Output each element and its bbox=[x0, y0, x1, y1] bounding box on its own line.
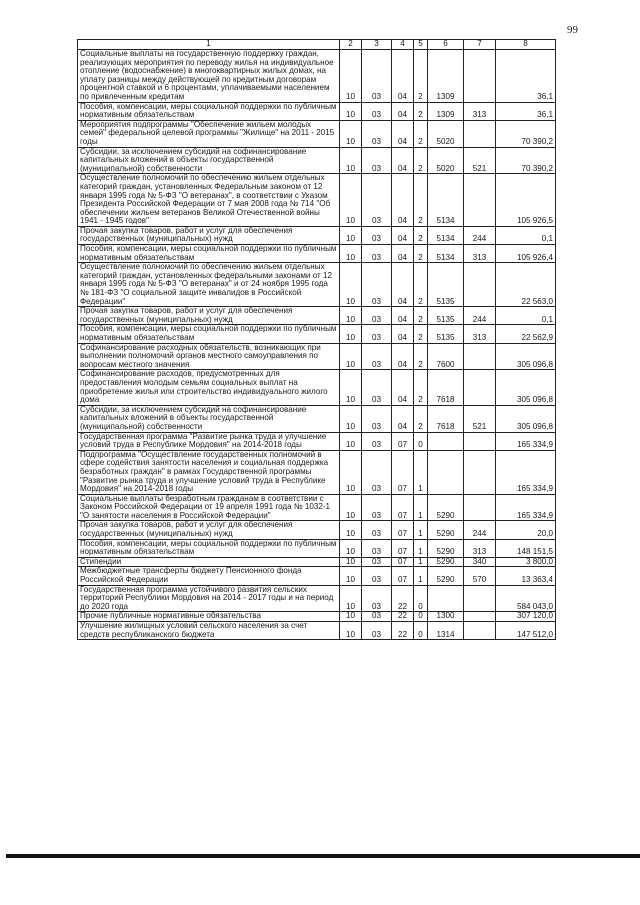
program-code: 07 bbox=[392, 432, 414, 450]
amount: 305 096,8 bbox=[496, 405, 556, 432]
section-code: 10 bbox=[340, 120, 362, 147]
amount: 20,0 bbox=[496, 521, 556, 539]
target-code: 1309 bbox=[428, 102, 464, 120]
subprogram-code: 1 bbox=[414, 521, 428, 539]
subsection-code: 03 bbox=[362, 539, 392, 557]
subprogram-code: 1 bbox=[414, 567, 428, 585]
table-row bbox=[78, 622, 556, 640]
program-code: 04 bbox=[392, 226, 414, 244]
subprogram-code: 1 bbox=[414, 557, 428, 567]
amount: 165 334,9 bbox=[496, 494, 556, 521]
expense-type-code bbox=[464, 263, 496, 307]
subsection-code: 03 bbox=[362, 325, 392, 343]
expense-type-code bbox=[464, 432, 496, 450]
program-code: 04 bbox=[392, 370, 414, 405]
expense-type-code: 521 bbox=[464, 405, 496, 432]
expense-type-code bbox=[464, 370, 496, 405]
subprogram-code: 2 bbox=[414, 370, 428, 405]
row-description: Софинансирование расходных обязательств, возникающих при выполнении полномочий органов местного самоуправления по вопросам местного значения bbox=[78, 343, 340, 370]
row-description: Государственная программа "Развитие рынка труда и улучшение условий труда в Республике Мордовия" на 2014-2018 годы bbox=[78, 432, 340, 450]
program-code: 04 bbox=[392, 307, 414, 325]
subprogram-code: 2 bbox=[414, 245, 428, 263]
subsection-code: 03 bbox=[362, 585, 392, 612]
section-code: 10 bbox=[340, 585, 362, 612]
row-description: Прочие публичные нормативные обязательства bbox=[78, 612, 340, 622]
table-row bbox=[78, 612, 556, 622]
section-code: 10 bbox=[340, 432, 362, 450]
row-description: Прочая закупка товаров, работ и услуг для обеспечения государственных (муниципальных) нужд bbox=[78, 521, 340, 539]
amount: 305 096,8 bbox=[496, 343, 556, 370]
amount: 307 120,0 bbox=[496, 612, 556, 622]
subsection-code: 03 bbox=[362, 494, 392, 521]
table-row bbox=[78, 450, 556, 494]
table-row bbox=[78, 226, 556, 244]
target-code: 7618 bbox=[428, 405, 464, 432]
subprogram-code: 2 bbox=[414, 147, 428, 174]
table-row bbox=[78, 174, 556, 227]
subsection-code: 03 bbox=[362, 50, 392, 103]
table-row bbox=[78, 370, 556, 405]
target-code: 5020 bbox=[428, 120, 464, 147]
section-code: 10 bbox=[340, 174, 362, 227]
target-code: 5020 bbox=[428, 147, 464, 174]
amount: 22 562,9 bbox=[496, 325, 556, 343]
table-body bbox=[78, 50, 556, 640]
row-description: Межбюджетные трансферты бюджету Пенсионного фонда Российской Федерации bbox=[78, 567, 340, 585]
expense-type-code bbox=[464, 174, 496, 227]
program-code: 04 bbox=[392, 343, 414, 370]
target-code: 7618 bbox=[428, 370, 464, 405]
amount: 22 563,0 bbox=[496, 263, 556, 307]
section-code: 10 bbox=[340, 539, 362, 557]
program-code: 04 bbox=[392, 325, 414, 343]
target-code: 5134 bbox=[428, 245, 464, 263]
column-header: 3 bbox=[362, 40, 392, 50]
subprogram-code: 0 bbox=[414, 432, 428, 450]
expense-type-code bbox=[464, 120, 496, 147]
subsection-code: 03 bbox=[362, 567, 392, 585]
subsection-code: 03 bbox=[362, 450, 392, 494]
expense-type-code bbox=[464, 622, 496, 640]
row-description: Пособия, компенсации, меры социальной поддержки по публичным нормативным обязательствам bbox=[78, 245, 340, 263]
column-header: 6 bbox=[428, 40, 464, 50]
subsection-code: 03 bbox=[362, 370, 392, 405]
expense-type-code: 244 bbox=[464, 521, 496, 539]
expense-type-code: 521 bbox=[464, 147, 496, 174]
budget-table bbox=[77, 39, 556, 640]
table-row bbox=[78, 405, 556, 432]
program-code: 04 bbox=[392, 174, 414, 227]
program-code: 04 bbox=[392, 147, 414, 174]
expense-type-code: 313 bbox=[464, 245, 496, 263]
amount: 36,1 bbox=[496, 50, 556, 103]
subprogram-code: 2 bbox=[414, 343, 428, 370]
bottom-rule bbox=[6, 854, 640, 858]
amount: 584 043,0 bbox=[496, 585, 556, 612]
section-code: 10 bbox=[340, 557, 362, 567]
amount: 36,1 bbox=[496, 102, 556, 120]
table-row bbox=[78, 102, 556, 120]
target-code bbox=[428, 450, 464, 494]
subsection-code: 03 bbox=[362, 147, 392, 174]
row-description: Пособия, компенсации, меры социальной поддержки по публичным нормативным обязательствам bbox=[78, 325, 340, 343]
row-description: Прочая закупка товаров, работ и услуг для обеспечения государственных (муниципальных) нужд bbox=[78, 226, 340, 244]
target-code: 7600 bbox=[428, 343, 464, 370]
expense-type-code: 313 bbox=[464, 539, 496, 557]
column-header: 1 bbox=[78, 40, 340, 50]
column-header: 2 bbox=[340, 40, 362, 50]
subprogram-code: 2 bbox=[414, 102, 428, 120]
row-description: Пособия, компенсации, меры социальной поддержки по публичным нормативным обязательствам bbox=[78, 102, 340, 120]
row-description: Подпрограмма "Осуществление государственных полномочий в сфере содействия занятости населения и социальная поддержка безработных граждан" в рамках Государственной программы "Развитие рынка труда и улучшение условий труда в Республике Мордовия" на 2014-2018 годы bbox=[78, 450, 340, 494]
target-code: 5134 bbox=[428, 174, 464, 227]
table-row bbox=[78, 557, 556, 567]
target-code: 5134 bbox=[428, 226, 464, 244]
header-row bbox=[78, 40, 556, 50]
section-code: 10 bbox=[340, 343, 362, 370]
subsection-code: 03 bbox=[362, 343, 392, 370]
subsection-code: 03 bbox=[362, 405, 392, 432]
subsection-code: 03 bbox=[362, 245, 392, 263]
section-code: 10 bbox=[340, 263, 362, 307]
column-header: 8 bbox=[496, 40, 556, 50]
target-code: 5290 bbox=[428, 494, 464, 521]
table-row bbox=[78, 263, 556, 307]
amount: 0,1 bbox=[496, 307, 556, 325]
table-row bbox=[78, 539, 556, 557]
amount: 0,1 bbox=[496, 226, 556, 244]
table-row bbox=[78, 245, 556, 263]
row-description: Софинансирование расходов, предусмотренных для предоставления молодым семьям социальных выплат на приобретение жилья или строительство индивидуального жилого дома bbox=[78, 370, 340, 405]
program-code: 04 bbox=[392, 245, 414, 263]
amount: 70 390,2 bbox=[496, 147, 556, 174]
amount: 148 151,5 bbox=[496, 539, 556, 557]
row-description: Социальные выплаты на государственную поддержку граждан, реализующих мероприятия по переводу жилья на индивидуальное отопление (водоснабжение) в многоквартирных жилых домах, на уплату разницы между действующей по кредитным договорам процентной ставкой и 6 процентами, уплачиваемыми населением по привлеченным кредитам bbox=[78, 50, 340, 103]
section-code: 10 bbox=[340, 521, 362, 539]
table-row bbox=[78, 494, 556, 521]
section-code: 10 bbox=[340, 245, 362, 263]
expense-type-code bbox=[464, 450, 496, 494]
section-code: 10 bbox=[340, 622, 362, 640]
program-code: 04 bbox=[392, 405, 414, 432]
row-description: Осуществление полномочий по обеспечению жильем отдельных категорий граждан, установленных Федеральным законом от 12 января 1995 года № 5-ФЗ "О ветеранах", в соответствии с Указом Президента Российской Федерации от 7 мая 2008 года № 714 "Об обеспечении жильем ветеранов Великой Отечественной войны 1941 - 1945 годов" bbox=[78, 174, 340, 227]
table-row bbox=[78, 307, 556, 325]
expense-type-code bbox=[464, 612, 496, 622]
program-code: 07 bbox=[392, 539, 414, 557]
table-row bbox=[78, 521, 556, 539]
expense-type-code: 313 bbox=[464, 325, 496, 343]
table-row bbox=[78, 585, 556, 612]
column-header: 7 bbox=[464, 40, 496, 50]
table-row bbox=[78, 50, 556, 103]
section-code: 10 bbox=[340, 612, 362, 622]
page-number: 99 bbox=[567, 24, 578, 36]
program-code: 04 bbox=[392, 50, 414, 103]
section-code: 10 bbox=[340, 405, 362, 432]
subprogram-code: 2 bbox=[414, 174, 428, 227]
expense-type-code: 313 bbox=[464, 102, 496, 120]
amount: 165 334,9 bbox=[496, 450, 556, 494]
program-code: 22 bbox=[392, 622, 414, 640]
target-code: 1314 bbox=[428, 622, 464, 640]
subprogram-code: 0 bbox=[414, 622, 428, 640]
subprogram-code: 0 bbox=[414, 612, 428, 622]
row-description: Стипендии bbox=[78, 557, 340, 567]
amount: 165 334,9 bbox=[496, 432, 556, 450]
target-code: 1309 bbox=[428, 50, 464, 103]
table-row bbox=[78, 147, 556, 174]
row-description: Мероприятия подпрограммы "Обеспечение жильем молодых семей" федеральной целевой программы "Жилище" на 2011 - 2015 годы bbox=[78, 120, 340, 147]
target-code: 5135 bbox=[428, 307, 464, 325]
target-code: 5290 bbox=[428, 539, 464, 557]
section-code: 10 bbox=[340, 307, 362, 325]
subsection-code: 03 bbox=[362, 174, 392, 227]
column-header: 5 bbox=[414, 40, 428, 50]
subsection-code: 03 bbox=[362, 263, 392, 307]
subprogram-code: 2 bbox=[414, 120, 428, 147]
expense-type-code bbox=[464, 50, 496, 103]
row-description: Социальные выплаты безработным гражданам в соответствии с Законом Российской Федерации от 19 апреля 1991 года № 1032-1 "О занятости населения в Российской Федерации" bbox=[78, 494, 340, 521]
subprogram-code: 0 bbox=[414, 585, 428, 612]
subprogram-code: 2 bbox=[414, 263, 428, 307]
section-code: 10 bbox=[340, 50, 362, 103]
subprogram-code: 2 bbox=[414, 325, 428, 343]
expense-type-code bbox=[464, 494, 496, 521]
row-description: Субсидии, за исключением субсидий на софинансирование капитальных вложений в объекты государственной (муниципальной) собственности bbox=[78, 405, 340, 432]
column-header: 4 bbox=[392, 40, 414, 50]
subsection-code: 03 bbox=[362, 557, 392, 567]
target-code: 5290 bbox=[428, 557, 464, 567]
expense-type-code bbox=[464, 585, 496, 612]
program-code: 07 bbox=[392, 557, 414, 567]
section-code: 10 bbox=[340, 370, 362, 405]
program-code: 07 bbox=[392, 521, 414, 539]
table-row bbox=[78, 432, 556, 450]
subsection-code: 03 bbox=[362, 521, 392, 539]
expense-type-code: 244 bbox=[464, 307, 496, 325]
table-row bbox=[78, 343, 556, 370]
section-code: 10 bbox=[340, 567, 362, 585]
target-code: 1300 bbox=[428, 612, 464, 622]
program-code: 07 bbox=[392, 494, 414, 521]
expense-type-code: 570 bbox=[464, 567, 496, 585]
target-code: 5290 bbox=[428, 567, 464, 585]
row-description: Субсидии, за исключением субсидий на софинансирование капитальных вложений в объекты государственной (муниципальной) собственности bbox=[78, 147, 340, 174]
table-row bbox=[78, 325, 556, 343]
program-code: 04 bbox=[392, 263, 414, 307]
subprogram-code: 2 bbox=[414, 226, 428, 244]
row-description: Прочая закупка товаров, работ и услуг для обеспечения государственных (муниципальных) нужд bbox=[78, 307, 340, 325]
subsection-code: 03 bbox=[362, 307, 392, 325]
section-code: 10 bbox=[340, 147, 362, 174]
section-code: 10 bbox=[340, 494, 362, 521]
amount: 147 512,0 bbox=[496, 622, 556, 640]
target-code: 5135 bbox=[428, 263, 464, 307]
section-code: 10 bbox=[340, 325, 362, 343]
subsection-code: 03 bbox=[362, 612, 392, 622]
expense-type-code: 340 bbox=[464, 557, 496, 567]
target-code bbox=[428, 432, 464, 450]
section-code: 10 bbox=[340, 226, 362, 244]
subprogram-code: 2 bbox=[414, 50, 428, 103]
row-description: Государственная программа устойчивого развития сельских территорий Республики Мордовия на 2014 - 2017 годы и на период до 2020 года bbox=[78, 585, 340, 612]
amount: 13 363,4 bbox=[496, 567, 556, 585]
target-code: 5290 bbox=[428, 521, 464, 539]
subsection-code: 03 bbox=[362, 120, 392, 147]
program-code: 07 bbox=[392, 567, 414, 585]
program-code: 07 bbox=[392, 450, 414, 494]
section-code: 10 bbox=[340, 102, 362, 120]
subprogram-code: 1 bbox=[414, 450, 428, 494]
row-description: Осуществление полномочий по обеспечению жильем отдельных категорий граждан, установленных федеральными законами от 12 января 1995 года № 5-ФЗ "О ветеранах" и от 24 ноября 1995 года № 181-ФЗ "О социальной защите инвалидов в Российской Федерации" bbox=[78, 263, 340, 307]
subprogram-code: 2 bbox=[414, 405, 428, 432]
target-code: 5135 bbox=[428, 325, 464, 343]
amount: 305 096,8 bbox=[496, 370, 556, 405]
subprogram-code: 1 bbox=[414, 539, 428, 557]
amount: 3 800,0 bbox=[496, 557, 556, 567]
subsection-code: 03 bbox=[362, 102, 392, 120]
subsection-code: 03 bbox=[362, 622, 392, 640]
row-description: Улучшение жилищных условий сельского населения за счет средств республиканского бюджета bbox=[78, 622, 340, 640]
amount: 105 926,4 bbox=[496, 245, 556, 263]
section-code: 10 bbox=[340, 450, 362, 494]
subsection-code: 03 bbox=[362, 226, 392, 244]
table-row bbox=[78, 567, 556, 585]
target-code bbox=[428, 585, 464, 612]
program-code: 22 bbox=[392, 612, 414, 622]
expense-type-code bbox=[464, 343, 496, 370]
amount: 105 926,5 bbox=[496, 174, 556, 227]
subprogram-code: 2 bbox=[414, 307, 428, 325]
subsection-code: 03 bbox=[362, 432, 392, 450]
program-code: 04 bbox=[392, 102, 414, 120]
table-row bbox=[78, 120, 556, 147]
subprogram-code: 1 bbox=[414, 494, 428, 521]
program-code: 22 bbox=[392, 585, 414, 612]
program-code: 04 bbox=[392, 120, 414, 147]
amount: 70 390,2 bbox=[496, 120, 556, 147]
expense-type-code: 244 bbox=[464, 226, 496, 244]
row-description: Пособия, компенсации, меры социальной поддержки по публичным нормативным обязательствам bbox=[78, 539, 340, 557]
